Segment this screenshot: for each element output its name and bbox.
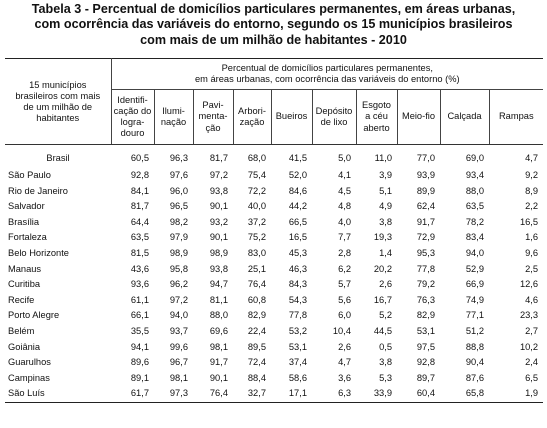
table-cell: 81,1	[209, 294, 228, 305]
table-cell: 58,6	[288, 372, 307, 383]
group-header	[111, 59, 543, 90]
table-cell: 96,5	[169, 201, 188, 212]
column-header-line: Rampas	[498, 111, 534, 122]
table-cell: 75,2	[247, 232, 266, 243]
table-cell: 46,3	[288, 263, 307, 274]
column-header-line: menta-	[198, 111, 228, 122]
table-cell: 61,1	[130, 294, 149, 305]
column-header-line: Pavi-	[202, 100, 224, 111]
table-cell: 1,6	[525, 232, 539, 243]
municipality-name: São Luís	[5, 386, 111, 402]
table-cell: 5,1	[379, 185, 392, 196]
table-cell: 45,3	[288, 247, 307, 258]
column-header-line: Meio-fio	[401, 111, 436, 122]
table-cell: 43,6	[130, 263, 149, 274]
table-cell: 19,3	[373, 232, 392, 243]
column-header	[356, 90, 397, 145]
column-header-line: a céu	[365, 111, 388, 122]
table-cell: 44,5	[373, 325, 392, 336]
table-cell: 84,3	[288, 279, 307, 290]
table-cell: 60,8	[247, 294, 266, 305]
table-cell: 77,0	[416, 153, 435, 163]
table-row	[5, 168, 543, 184]
column-header-line: cação do	[113, 105, 152, 116]
table-cell: 1,9	[489, 386, 543, 402]
column-header-line: de lixo	[320, 117, 348, 127]
table-cell: 76,4	[247, 279, 266, 290]
column-header	[440, 90, 489, 145]
municipality-name: São Paulo	[8, 170, 51, 180]
municipality-name: Guarulhos	[8, 357, 51, 368]
table-cell: 87,6	[465, 372, 484, 383]
table-cell: 95,8	[169, 263, 188, 274]
table-row	[5, 308, 543, 324]
table-cell: 96,2	[169, 279, 188, 290]
table-cell: 37,2	[247, 216, 266, 227]
table-cell: 2,5	[525, 263, 539, 274]
municipality-name: Brasil	[46, 153, 70, 163]
stub-header-line: brasileiros com mais	[15, 90, 101, 101]
table-cell: 77,1	[465, 310, 484, 321]
column-header-line: douro	[120, 128, 145, 139]
table-cell: 97,3	[154, 386, 193, 402]
group-header-line: Percentual de domicílios particulares permanentes,	[221, 63, 433, 73]
column-header-line: aberto	[363, 122, 390, 133]
table-cell: 90,1	[209, 201, 228, 212]
column-header-line: Esgoto	[362, 100, 391, 111]
table-cell: 93,8	[209, 185, 228, 196]
table-cell: 74,9	[465, 294, 484, 305]
table-cell: 98,9	[209, 247, 228, 258]
table-cell: 4,5	[338, 185, 351, 196]
table-cell: 4,6	[525, 294, 539, 305]
table-cell: 16,5	[519, 216, 539, 227]
table-cell: 92,8	[130, 170, 149, 180]
table-cell: 93,9	[416, 170, 435, 180]
table-cell: 60,5	[130, 153, 149, 163]
table-cell: 53,2	[288, 325, 307, 336]
table-cell: 89,1	[130, 372, 149, 383]
table-cell: 12,6	[519, 279, 539, 290]
table-cell: 63,5	[130, 232, 149, 243]
column-header	[271, 90, 312, 145]
table-cell: 16,7	[373, 294, 392, 305]
column-header	[193, 90, 233, 145]
table-cell: 89,9	[416, 185, 435, 196]
table-cell: 78,2	[465, 216, 484, 227]
table-cell: 88,0	[465, 185, 484, 196]
table-cell: 2,2	[525, 201, 539, 212]
stub-header-line: habitantes	[36, 112, 80, 123]
table-row-total	[5, 145, 543, 169]
column-header	[111, 90, 154, 145]
table-cell: 92,8	[416, 357, 435, 368]
table-cell: 51,2	[465, 325, 484, 336]
column-header-line: Ilumi-	[162, 105, 185, 116]
table-cell: 25,1	[247, 263, 266, 274]
column-header-line: zação	[239, 117, 265, 127]
table-row	[5, 184, 543, 200]
table-cell: 5,0	[338, 153, 351, 163]
table-cell: 84,6	[288, 185, 307, 196]
stub-header-line: 15 municípios	[29, 79, 87, 90]
table-cell: 44,2	[288, 201, 307, 212]
table-cell: 10,4	[332, 325, 351, 336]
table-cell: 54,3	[288, 294, 307, 305]
column-header-line: logra-	[120, 117, 145, 127]
table-cell: 9,6	[525, 247, 539, 258]
table-cell: 95,3	[416, 247, 435, 258]
column-header-line: Arbori-	[238, 105, 266, 116]
table-cell: 97,2	[209, 170, 228, 180]
municipality-name: Curitiba	[8, 279, 41, 290]
table-cell: 88,0	[209, 310, 228, 321]
table-cell: 63,5	[465, 201, 484, 212]
table-cell: 11,0	[374, 153, 392, 163]
table-cell: 96,7	[169, 357, 188, 368]
table-cell: 83,0	[247, 247, 266, 258]
municipality-name: Brasília	[8, 216, 40, 227]
column-header-line: ção	[205, 122, 221, 133]
table-cell: 1,4	[379, 247, 392, 258]
table-cell: 7,7	[338, 232, 351, 243]
table-row	[5, 215, 543, 231]
table-cell: 53,1	[288, 341, 307, 352]
table-cell: 82,9	[416, 310, 435, 321]
table-cell: 77,8	[416, 263, 435, 274]
table-cell: 52,9	[465, 263, 484, 274]
column-header-line: nação	[160, 117, 187, 127]
table-cell: 61,7	[111, 386, 154, 402]
table-cell: 5,3	[379, 372, 392, 383]
table-cell: 5,6	[338, 294, 351, 305]
table-cell: 96,3	[169, 153, 188, 163]
table-cell: 5,2	[379, 310, 392, 321]
table-cell: 97,2	[169, 294, 188, 305]
table-cell: 98,9	[169, 247, 188, 258]
table-cell: 88,8	[465, 341, 484, 352]
table-cell: 32,7	[233, 386, 271, 402]
table-cell: 98,2	[169, 216, 188, 227]
municipality-name: Goiânia	[8, 341, 41, 352]
municipality-name: Salvador	[8, 201, 45, 212]
table-cell: 40,0	[247, 201, 266, 212]
table-cell: 72,9	[416, 232, 435, 243]
table-cell: 9,2	[525, 170, 539, 180]
table-row	[5, 340, 543, 356]
table-cell: 88,4	[247, 372, 266, 383]
table-cell: 94,1	[130, 341, 149, 352]
table-cell: 99,6	[169, 341, 188, 352]
table-cell: 4,8	[338, 201, 351, 212]
table-cell: 82,9	[247, 310, 266, 321]
table-cell: 35,5	[130, 325, 149, 336]
column-header-line: Calçada	[447, 111, 482, 122]
table-cell: 69,6	[209, 325, 228, 336]
table-cell: 3,6	[338, 372, 351, 383]
column-header-line: Identifi-	[117, 94, 148, 105]
table-cell: 2,8	[338, 247, 351, 258]
table-cell: 6,2	[338, 263, 351, 274]
municipality-name: Porto Alegre	[8, 310, 60, 321]
column-header	[233, 90, 271, 145]
table-cell: 4,0	[338, 216, 351, 227]
table-cell: 94,0	[465, 247, 484, 258]
data-table	[5, 58, 543, 403]
table-title	[0, 2, 547, 48]
table-cell: 81,5	[130, 247, 149, 258]
table-cell: 93,8	[209, 263, 228, 274]
table-cell: 2,6	[379, 279, 392, 290]
table-cell: 72,4	[247, 357, 266, 368]
table-cell: 2,7	[525, 325, 539, 336]
stub-header	[5, 59, 111, 145]
table-cell: 10,2	[519, 341, 539, 352]
table-cell: 76,4	[193, 386, 233, 402]
table-cell: 3,8	[379, 216, 392, 227]
table-cell: 90,4	[465, 357, 484, 368]
table-cell: 4,9	[379, 201, 392, 212]
table-cell: 83,4	[465, 232, 484, 243]
table-cell: 89,7	[416, 372, 435, 383]
municipality-name: Recife	[8, 294, 35, 305]
table-cell: 33,9	[356, 386, 397, 402]
table-cell: 69,0	[465, 153, 484, 163]
table-cell: 94,7	[209, 279, 228, 290]
table-cell: 91,7	[416, 216, 435, 227]
table-cell: 89,6	[130, 357, 149, 368]
table-cell: 76,3	[416, 294, 435, 305]
table-row	[5, 371, 543, 387]
table-row	[5, 324, 543, 340]
table-cell: 66,1	[130, 310, 149, 321]
table-cell: 0,5	[379, 341, 392, 352]
table-cell: 6,0	[338, 310, 351, 321]
table-cell: 4,1	[338, 170, 351, 180]
table-cell: 4,7	[525, 153, 539, 163]
table-cell: 53,1	[416, 325, 435, 336]
table-cell: 72,2	[247, 185, 266, 196]
table-cell: 6,3	[312, 386, 356, 402]
table-cell: 96,0	[169, 185, 188, 196]
table-row	[5, 199, 543, 215]
table-cell: 37,4	[288, 357, 307, 368]
table-cell: 94,0	[169, 310, 188, 321]
table-cell: 4,7	[338, 357, 351, 368]
table-cell: 20,2	[373, 263, 392, 274]
table-cell: 17,1	[271, 386, 312, 402]
table-cell: 60,4	[397, 386, 440, 402]
table-cell: 66,5	[288, 216, 307, 227]
table-cell: 89,5	[247, 341, 266, 352]
table-cell: 68,0	[247, 153, 266, 163]
table-cell: 84,1	[130, 185, 149, 196]
stub-header-line: de um milhão de	[23, 101, 93, 112]
table-cell: 77,8	[288, 310, 307, 321]
table-cell: 52,0	[288, 170, 307, 180]
table-cell: 97,9	[169, 232, 188, 243]
table-cell: 75,4	[247, 170, 266, 180]
table-row	[5, 262, 543, 278]
table-cell: 98,1	[209, 341, 228, 352]
table-row	[5, 277, 543, 293]
table-title-line: Tabela 3 - Percentual de domicílios particulares permanentes, em áreas urbanas,	[31, 2, 516, 16]
table-cell: 6,5	[525, 372, 539, 383]
municipality-name: Campinas	[8, 372, 50, 383]
municipality-name: Rio de Janeiro	[8, 185, 68, 196]
table-cell: 5,7	[338, 279, 351, 290]
column-header	[397, 90, 440, 145]
table-cell: 23,3	[519, 310, 539, 321]
table-cell: 2,6	[338, 341, 351, 352]
column-header	[489, 90, 543, 145]
table-cell: 62,4	[416, 201, 435, 212]
municipality-name: Manaus	[8, 263, 42, 274]
table-cell: 81,7	[209, 153, 228, 163]
table-cell: 16,5	[288, 232, 307, 243]
table-cell: 79,2	[416, 279, 435, 290]
column-header	[312, 90, 356, 145]
table-cell: 41,5	[288, 153, 307, 163]
table-cell: 97,6	[169, 170, 188, 180]
table-cell: 65,8	[440, 386, 489, 402]
group-header-line: em áreas urbanas, com ocorrência das variáveis do entorno (%)	[195, 74, 460, 84]
table-cell: 22,4	[247, 325, 266, 336]
table-title-line: com ocorrência das variáveis do entorno, segundo os 15 municípios brasileiros	[34, 17, 513, 32]
table-cell: 8,9	[525, 185, 539, 196]
table-row	[5, 246, 543, 262]
table-cell: 90,1	[209, 372, 228, 383]
table-cell: 93,4	[465, 170, 484, 180]
table-cell: 3,9	[379, 170, 392, 180]
table-cell: 81,7	[130, 201, 149, 212]
municipality-name: Belo Horizonte	[8, 247, 69, 258]
table-row	[5, 293, 543, 309]
table-cell: 93,6	[130, 279, 149, 290]
table-cell: 98,1	[169, 372, 188, 383]
table-cell: 97,5	[416, 341, 435, 352]
table-row	[5, 355, 543, 371]
table-cell: 93,2	[209, 216, 228, 227]
column-header-line: Depósito	[315, 105, 353, 116]
table-cell: 66,9	[465, 279, 484, 290]
table-cell: 2,4	[525, 357, 539, 368]
table-cell: 93,7	[169, 325, 188, 336]
column-header-line: Bueiros	[275, 111, 308, 122]
table-row	[5, 230, 543, 246]
column-header	[154, 90, 193, 145]
table-title-line: com mais de um milhão de habitantes - 2010	[140, 32, 407, 47]
table-cell: 3,8	[379, 357, 392, 368]
table-cell: 91,7	[209, 357, 228, 368]
municipality-name: Belém	[8, 325, 35, 336]
table-cell: 90,1	[209, 232, 228, 243]
table-cell: 64,4	[130, 216, 149, 227]
table-row	[5, 386, 543, 402]
municipality-name: Fortaleza	[8, 232, 47, 243]
